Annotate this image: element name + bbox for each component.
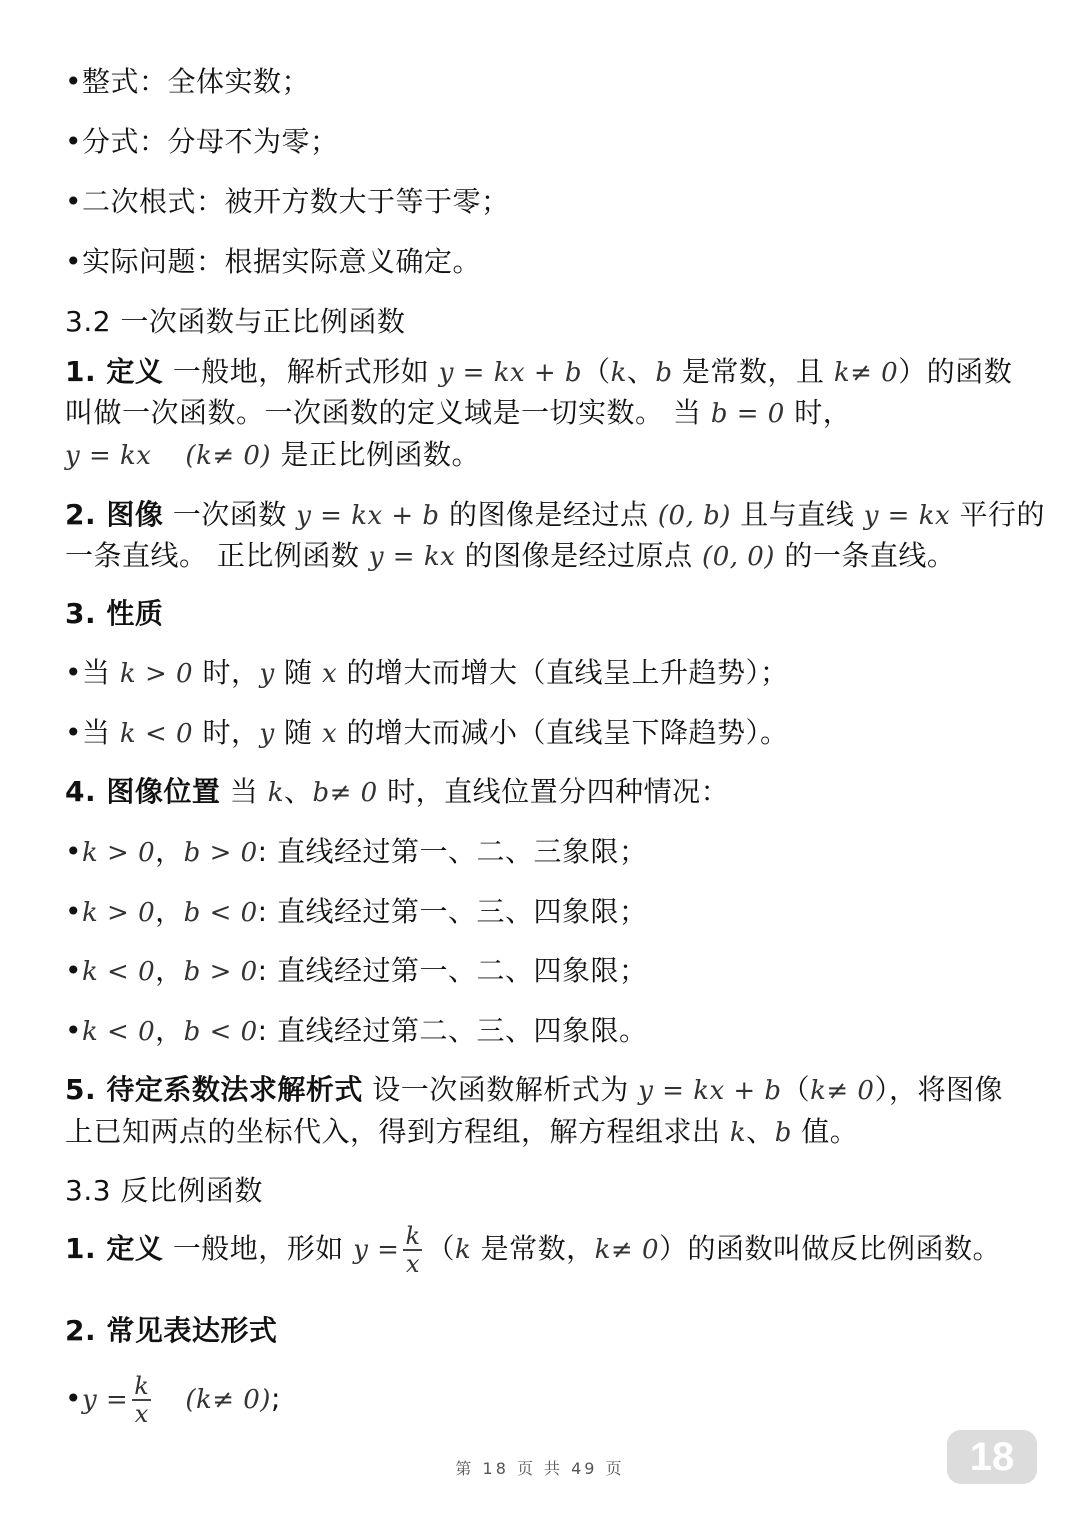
linear-definition-line-3 bbox=[65, 435, 480, 476]
math: (0, 0) bbox=[702, 542, 775, 572]
text: ， bbox=[155, 835, 184, 868]
math: k < 0 bbox=[82, 1017, 156, 1047]
text: 时， bbox=[784, 396, 852, 429]
label: 1. 定义 bbox=[65, 1232, 164, 1265]
math: y = kx bbox=[65, 441, 152, 471]
label: 5. 待定系数法求解析式 bbox=[65, 1073, 363, 1106]
position-case-4 bbox=[65, 1011, 648, 1052]
linear-graph-line-1 bbox=[65, 495, 1045, 536]
math: b > 0 bbox=[183, 838, 258, 868]
math: y = bbox=[82, 1385, 129, 1415]
page-footer: 第 18 页 共 49 页 bbox=[455, 1459, 625, 1478]
property-increasing bbox=[65, 653, 789, 694]
math: x bbox=[321, 659, 338, 689]
text: 随 bbox=[274, 716, 322, 749]
text: 的图像是经过原点 bbox=[455, 539, 703, 572]
bullet: • bbox=[65, 895, 83, 928]
common-forms-heading bbox=[65, 1311, 277, 1351]
math: k bbox=[455, 1235, 472, 1265]
math: b < 0 bbox=[183, 1017, 258, 1047]
text: ， bbox=[155, 895, 184, 928]
text: 平行的 bbox=[950, 498, 1046, 531]
math: k bbox=[267, 778, 284, 808]
text: 值。 bbox=[791, 1115, 859, 1148]
math: b bbox=[655, 358, 673, 388]
text: 的增大而减小（直线呈下降趋势）。 bbox=[337, 716, 789, 749]
position-case-1 bbox=[65, 832, 648, 873]
text: 一次函数 bbox=[163, 498, 297, 531]
text: 设一次函数解析式为 bbox=[362, 1073, 639, 1106]
text: 当 bbox=[220, 775, 268, 808]
position-case-3 bbox=[65, 951, 648, 992]
text: ），将图像 bbox=[874, 1073, 1003, 1106]
math: y bbox=[259, 719, 275, 749]
text: 是正比例函数。 bbox=[271, 438, 480, 471]
text: •整式：全体实数； bbox=[65, 65, 311, 98]
domain-item-practical bbox=[65, 242, 481, 282]
denominator: x bbox=[132, 1399, 151, 1427]
text: ）的函数 bbox=[898, 355, 1013, 388]
text: 的一条直线。 bbox=[774, 539, 956, 572]
text: •二次根式：被开方数大于等于零； bbox=[65, 185, 510, 218]
domain-item-integral bbox=[65, 62, 310, 102]
text: 3.3 反比例函数 bbox=[65, 1174, 263, 1207]
label: 1. 定义 bbox=[65, 355, 164, 388]
text: 3.2 一次函数与正比例函数 bbox=[65, 305, 406, 338]
math: y bbox=[259, 659, 275, 689]
math: k > 0 bbox=[82, 898, 156, 928]
label: 3. 性质 bbox=[65, 597, 164, 630]
text: 、 bbox=[746, 1115, 775, 1148]
text: 叫做一次函数。一次函数的定义域是一切实数。 当 bbox=[65, 396, 711, 429]
text: ; bbox=[270, 1382, 281, 1415]
math: b = 0 bbox=[710, 399, 785, 429]
text: •当 bbox=[65, 716, 120, 749]
math: k≠ 0 bbox=[833, 358, 899, 388]
bullet: • bbox=[65, 954, 83, 987]
math: (k≠ 0) bbox=[185, 441, 272, 471]
math: k < 0 bbox=[119, 719, 194, 749]
math: b bbox=[774, 1118, 792, 1148]
text: ）的函数叫做反比例函数。 bbox=[659, 1232, 1002, 1265]
math: k≠ 0 bbox=[594, 1235, 660, 1265]
undetermined-coefficients-line-1 bbox=[65, 1070, 1003, 1111]
label: 2. 图像 bbox=[65, 498, 164, 531]
text: 时，直线位置分四种情况： bbox=[377, 775, 730, 808]
math: b < 0 bbox=[183, 898, 258, 928]
math: (0, b) bbox=[657, 501, 731, 531]
property-decreasing bbox=[65, 713, 789, 754]
math: b≠ 0 bbox=[312, 778, 378, 808]
position-heading bbox=[65, 772, 729, 813]
bullet: • bbox=[65, 1014, 83, 1047]
math: k bbox=[729, 1118, 747, 1148]
section-heading-3-3 bbox=[65, 1171, 263, 1211]
text: 的图像是经过点 bbox=[439, 498, 658, 531]
text: （ bbox=[781, 1073, 811, 1106]
text: : 直线经过第一、二、三象限； bbox=[257, 835, 648, 868]
text: 时， bbox=[193, 716, 260, 749]
label: 2. 常见表达形式 bbox=[65, 1314, 278, 1347]
position-case-2 bbox=[65, 892, 648, 933]
math: k≠ 0 bbox=[810, 1076, 875, 1106]
text: : 直线经过第一、二、四象限； bbox=[257, 954, 648, 987]
text: ， bbox=[155, 954, 184, 987]
math: y = kx + b bbox=[638, 1076, 782, 1106]
text: 一般地，形如 bbox=[163, 1232, 354, 1265]
text: : 直线经过第二、三、四象限。 bbox=[257, 1014, 648, 1047]
undetermined-coefficients-line-2 bbox=[65, 1112, 858, 1153]
section-heading-3-2 bbox=[65, 302, 405, 342]
text: 、 bbox=[283, 775, 313, 808]
domain-item-fraction bbox=[65, 122, 339, 162]
label: 4. 图像位置 bbox=[65, 775, 221, 808]
math: b > 0 bbox=[183, 957, 258, 987]
domain-item-radical bbox=[65, 182, 510, 222]
text: 随 bbox=[274, 656, 322, 689]
text: 一般地，解析式形如 bbox=[163, 355, 439, 388]
text: （ bbox=[582, 355, 611, 388]
common-form-1 bbox=[65, 1368, 281, 1431]
numerator: k bbox=[134, 1372, 150, 1400]
fraction-k-over-x bbox=[403, 1223, 422, 1277]
numerator: k bbox=[405, 1222, 421, 1250]
text: •分式：分母不为零； bbox=[65, 125, 339, 158]
linear-definition-line-2 bbox=[65, 393, 851, 434]
text: ， bbox=[155, 1014, 184, 1047]
math: x bbox=[321, 719, 338, 749]
inverse-definition bbox=[65, 1218, 1001, 1281]
math: y = bbox=[353, 1235, 400, 1265]
linear-definition-line-1 bbox=[65, 352, 1012, 393]
text: 上已知两点的坐标代入，得到方程组，解方程组求出 bbox=[65, 1115, 730, 1148]
bullet: • bbox=[65, 1382, 83, 1415]
text: 、 bbox=[626, 355, 656, 388]
fraction-k-over-x bbox=[132, 1373, 151, 1427]
math: y = kx + b bbox=[438, 358, 583, 388]
math: y = kx bbox=[368, 542, 456, 572]
text: 一条直线。 正比例函数 bbox=[65, 539, 369, 572]
page-number-badge: 18 bbox=[947, 1430, 1037, 1484]
math: (k≠ 0) bbox=[185, 1385, 271, 1415]
text: （ bbox=[426, 1232, 455, 1265]
text: 是常数， bbox=[471, 1232, 595, 1265]
text: •实际问题：根据实际意义确定。 bbox=[65, 245, 482, 278]
denominator: x bbox=[403, 1249, 422, 1277]
math: k bbox=[610, 358, 627, 388]
math: k < 0 bbox=[82, 957, 156, 987]
properties-heading bbox=[65, 594, 163, 634]
text: 的增大而增大（直线呈上升趋势）； bbox=[337, 656, 789, 689]
linear-graph-line-2 bbox=[65, 536, 955, 577]
math: y = kx + b bbox=[296, 501, 440, 531]
text: : 直线经过第一、三、四象限； bbox=[257, 895, 648, 928]
math: k > 0 bbox=[119, 659, 194, 689]
math: k > 0 bbox=[82, 838, 156, 868]
text: 且与直线 bbox=[730, 498, 864, 531]
text: 时， bbox=[193, 656, 260, 689]
text: 是常数，且 bbox=[672, 355, 834, 388]
text: •当 bbox=[65, 656, 120, 689]
math: y = kx bbox=[863, 501, 951, 531]
bullet: • bbox=[65, 835, 83, 868]
